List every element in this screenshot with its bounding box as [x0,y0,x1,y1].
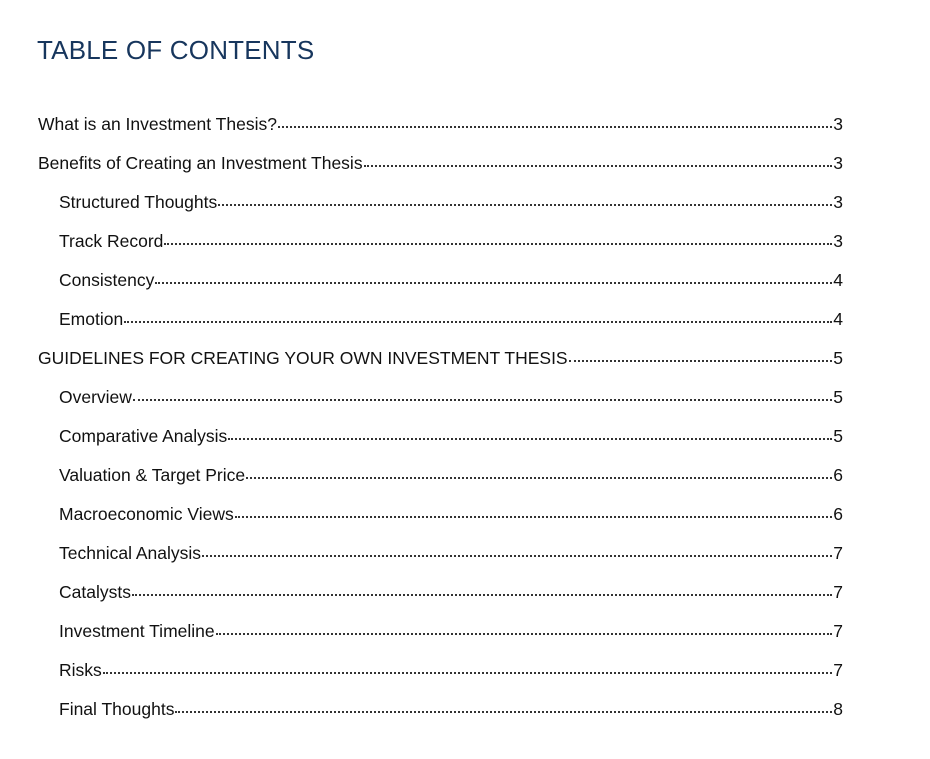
toc-entry-final-thoughts[interactable] [0,691,843,730]
toc-entry-page-number: 3 [833,114,843,134]
toc-entry-what-is-an-investment-thesis[interactable] [0,106,843,145]
toc-entry-page-number: 3 [833,153,843,173]
toc-entry-title: Investment Timeline [59,621,215,641]
toc-entry-title: Structured Thoughts [59,192,218,212]
toc-entry-page-number: 7 [833,621,843,641]
toc-entry-title: Emotion [59,309,124,329]
toc-entry-page-number: 4 [833,309,843,329]
toc-dot-leader [246,476,832,479]
toc-entry-technical-analysis[interactable] [0,535,843,574]
toc-entry-page-number: 5 [833,426,843,446]
toc-dot-leader [155,281,832,284]
toc-dot-leader [235,515,833,518]
toc-dot-leader [278,125,832,128]
toc-entry-benefits-of-creating[interactable] [0,145,843,184]
toc-dot-leader [175,710,832,713]
toc-entry-title: Consistency [59,270,155,290]
toc-dot-leader [103,671,832,674]
toc-entry-page-number: 3 [833,192,843,212]
toc-dot-leader [164,242,832,245]
toc-entry-title: Overview [59,387,132,407]
toc-dot-leader [228,437,832,440]
toc-entry-comparative-analysis[interactable] [0,418,843,457]
toc-entry-guidelines[interactable] [0,340,843,379]
toc-entry-page-number: 6 [833,504,843,524]
toc-entry-title: Catalysts [59,582,131,602]
toc-entry-risks[interactable] [0,652,843,691]
toc-entry-emotion[interactable] [0,301,843,340]
toc-entry-page-number: 4 [833,270,843,290]
toc-dot-leader [364,164,833,167]
toc-entry-overview[interactable] [0,379,843,418]
toc-entry-title: Macroeconomic Views [59,504,234,524]
toc-entry-page-number: 6 [833,465,843,485]
toc-entry-track-record[interactable] [0,223,843,262]
toc-dot-leader [133,398,832,401]
toc-entry-title: Comparative Analysis [59,426,228,446]
toc-entry-macroeconomic-views[interactable] [0,496,843,535]
toc-entry-consistency[interactable] [0,262,843,301]
toc-entry-valuation-target-price[interactable] [0,457,843,496]
toc-entry-structured-thoughts[interactable] [0,184,843,223]
toc-dot-leader [202,554,832,557]
toc-entry-page-number: 8 [833,699,843,719]
toc-entry-page-number: 7 [833,582,843,602]
toc-dot-leader [216,632,833,635]
toc-entry-title: Valuation & Target Price [59,465,246,485]
toc-heading: TABLE OF CONTENTS [37,35,315,65]
toc-list [0,106,930,730]
toc-entry-title: Final Thoughts [59,699,175,719]
toc-entry-page-number: 7 [833,660,843,680]
toc-dot-leader [132,593,832,596]
toc-entry-page-number: 5 [833,348,843,368]
toc-dot-leader [218,203,832,206]
toc-entry-title: Track Record [59,231,164,251]
toc-dot-leader [569,359,833,362]
toc-entry-title: Technical Analysis [59,543,202,563]
toc-entry-page-number: 3 [833,231,843,251]
toc-entry-investment-timeline[interactable] [0,613,843,652]
toc-entry-page-number: 7 [833,543,843,563]
toc-entry-title: GUIDELINES FOR CREATING YOUR OWN INVESTMENT THESIS [38,348,568,368]
toc-entry-title: Risks [59,660,102,680]
toc-dot-leader [124,320,832,323]
toc-entry-page-number: 5 [833,387,843,407]
toc-entry-catalysts[interactable] [0,574,843,613]
toc-entry-title: What is an Investment Thesis? [38,114,277,134]
toc-entry-title: Benefits of Creating an Investment Thesis [38,153,363,173]
